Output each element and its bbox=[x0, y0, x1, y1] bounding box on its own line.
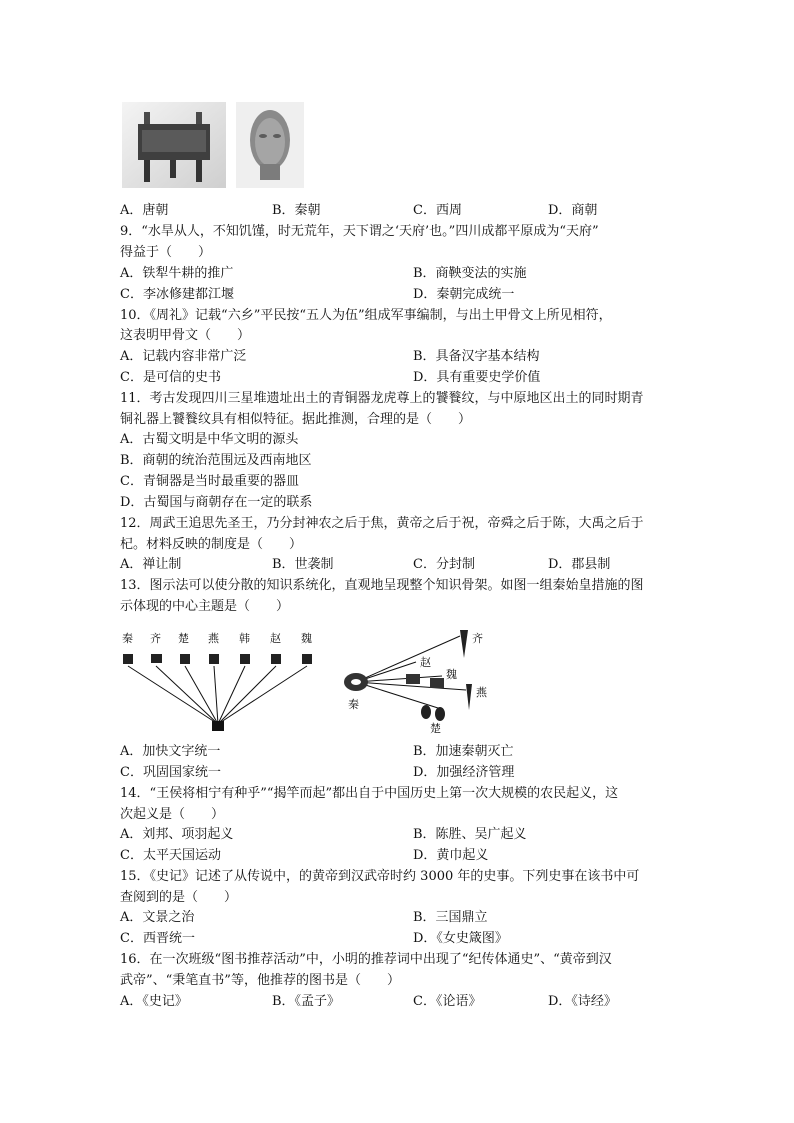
q14-option-b: B．陈胜、吴广起义 bbox=[413, 827, 527, 842]
script-unification-diagram bbox=[118, 630, 328, 734]
zhao-spade-coin-icon bbox=[406, 674, 420, 684]
coin-label-qi: 齐 bbox=[472, 632, 483, 645]
q8-option-c: C．西周 bbox=[413, 203, 462, 218]
coin-label-zhao: 赵 bbox=[420, 656, 431, 669]
q16-option-d: D．《诗经》 bbox=[548, 994, 617, 1009]
q16-option-c: C．《论语》 bbox=[413, 994, 482, 1009]
q12-option-d: D．郡县制 bbox=[548, 557, 611, 572]
state-label-chu: 楚 bbox=[178, 632, 189, 645]
q12-option-c: C．分封制 bbox=[413, 557, 475, 572]
state-label-wei: 魏 bbox=[301, 632, 312, 645]
q9-option-b: B．商鞅变法的实施 bbox=[413, 266, 527, 281]
q10-stem-line1: 10．《周礼》记载“六乡”平民按“五人为伍”组成军事编制，与出土甲骨文上所见相符， bbox=[120, 308, 612, 323]
q11-option-b: B．商朝的统治范围远及西南地区 bbox=[120, 453, 312, 468]
bronze-head-photo bbox=[236, 102, 304, 188]
q12-option-a: A．禅让制 bbox=[120, 557, 182, 572]
state-label-qi: 齐 bbox=[150, 632, 161, 645]
q10-option-c: C．是可信的史书 bbox=[120, 370, 221, 385]
q9-stem-line2: 得益于（ ） bbox=[120, 245, 212, 260]
q16-stem-line2: 武帝”、“秉笔直书”等，他推荐的图书是（ ） bbox=[120, 973, 400, 988]
q9-stem-line1: 9．“水旱从人，不知饥馑，时无荒年，天下谓之‘天府’也。”四川成都平原成为“天府” bbox=[120, 224, 599, 239]
q15-option-b: B．三国鼎立 bbox=[413, 910, 488, 925]
q10-stem-line2: 这表明甲骨文（ ） bbox=[120, 328, 251, 343]
q10-option-b: B．具备汉字基本结构 bbox=[413, 349, 540, 364]
q13-option-b: B．加速秦朝灭亡 bbox=[413, 744, 514, 759]
coin-label-wei: 魏 bbox=[446, 668, 457, 681]
q16-option-b: B．《孟子》 bbox=[272, 994, 341, 1009]
q15-stem-line2: 查阅到的是（ ） bbox=[120, 890, 238, 905]
q16-stem-line1: 16．在一次班级“图书推荐活动”中，小明的推荐词中出现了“纪传体通史”、“黄帝到汉 bbox=[120, 952, 612, 967]
ancient-script-glyphs bbox=[123, 654, 312, 664]
q15-option-c: C．西晋统一 bbox=[120, 931, 195, 946]
q9-option-a: A．铁犁牛耕的推广 bbox=[120, 266, 234, 281]
q14-stem-line1: 14．“王侯将相宁有种乎”“揭竿而起”都出自于中国历史上第一次大规模的农民起义，这 bbox=[120, 786, 619, 801]
q15-option-d: D．《女史箴图》 bbox=[413, 931, 508, 946]
q15-stem-line1: 15．《史记》记述了从传说中，的黄帝到汉武帝时约 3000 年的史事。下列史事在该书中可 bbox=[120, 869, 640, 884]
q14-option-a: A．刘邦、项羽起义 bbox=[120, 827, 234, 842]
coin-label-yan: 燕 bbox=[476, 686, 487, 699]
state-label-qin: 秦 bbox=[122, 632, 133, 645]
qi-knife-coin-icon bbox=[460, 630, 468, 658]
q8-option-d: D．商朝 bbox=[548, 203, 598, 218]
q12-stem-line1: 12．周武王追思先圣王，乃分封神农之后于焦，黄帝之后于祝，帝舜之后于陈，大禹之后于 bbox=[120, 516, 644, 531]
q11-option-c: C．青铜器是当时最重要的器皿 bbox=[120, 474, 299, 489]
q13-option-c: C．巩固国家统一 bbox=[120, 765, 221, 780]
wei-spade-coin-icon bbox=[430, 678, 444, 688]
q9-option-c: C．李冰修建都江堰 bbox=[120, 287, 234, 302]
q11-stem-line2: 铜礼器上饕餮纹具有相似特征。据此推测，合理的是（ ） bbox=[120, 412, 472, 427]
q13-option-a: A．加快文字统一 bbox=[120, 744, 221, 759]
state-label-han: 韩 bbox=[239, 632, 250, 645]
q11-stem-line1: 11．考古发现四川三星堆遗址出土的青铜器龙虎尊上的饕餮纹，与中原地区出土的同时期青 bbox=[120, 391, 644, 406]
q16-option-a: A．《史记》 bbox=[120, 994, 188, 1009]
q12-stem-line2: 杞。材料反映的制度是（ ） bbox=[120, 537, 303, 552]
q11-option-a: A．古蜀文明是中华文明的源头 bbox=[120, 432, 299, 447]
q13-stem-line1: 13．图示法可以使分散的知识系统化，直观地呈现整个知识骨架。如图一组秦始皇措施的图 bbox=[120, 578, 644, 593]
currency-unification-diagram bbox=[338, 628, 506, 734]
coin-label-qin: 秦 bbox=[348, 698, 359, 711]
q10-option-d: D．具有重要史学价值 bbox=[413, 370, 541, 385]
q14-stem-line2: 次起义是（ ） bbox=[120, 807, 225, 822]
q10-option-a: A．记载内容非常广泛 bbox=[120, 349, 247, 364]
q15-option-a: A．文景之治 bbox=[120, 910, 195, 925]
q14-option-d: D．黄巾起义 bbox=[413, 848, 489, 863]
q13-stem-line2: 示体现的中心主题是（ ） bbox=[120, 599, 290, 614]
bronze-ding-photo bbox=[122, 102, 226, 188]
q13-option-d: D．加强经济管理 bbox=[413, 765, 515, 780]
q8-option-a: A．唐朝 bbox=[120, 203, 169, 218]
chu-ant-nose-coin-icon bbox=[421, 705, 431, 719]
q11-option-d: D．古蜀国与商朝存在一定的联系 bbox=[120, 495, 313, 510]
state-label-yan: 燕 bbox=[208, 632, 219, 645]
coin-label-chu: 楚 bbox=[430, 722, 441, 734]
state-label-zhao: 赵 bbox=[270, 632, 281, 645]
q9-option-d: D．秦朝完成统一 bbox=[413, 287, 515, 302]
yan-knife-coin-icon bbox=[466, 684, 472, 710]
q12-option-b: B．世袭制 bbox=[272, 557, 334, 572]
convergence-lines bbox=[128, 666, 307, 724]
q8-option-b: B．秦朝 bbox=[272, 203, 321, 218]
q14-option-c: C．太平天国运动 bbox=[120, 848, 221, 863]
